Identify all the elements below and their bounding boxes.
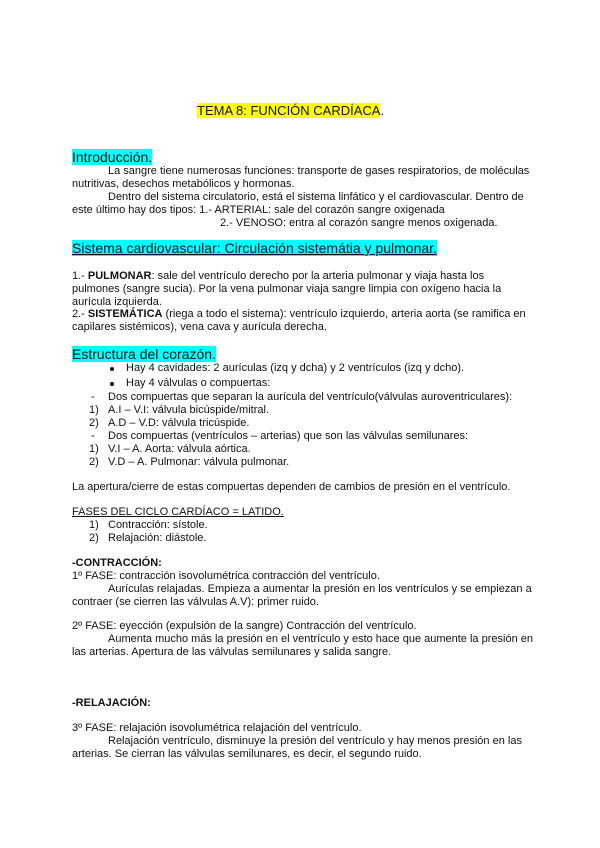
numbered-item-4: V.D – A. Pulmonar: válvula pulmonar. bbox=[108, 456, 290, 468]
page-title bbox=[197, 103, 384, 119]
p1-bold: PULMONAR bbox=[87, 270, 152, 282]
num-marker: 1) bbox=[89, 404, 99, 416]
section-heading-introduccion bbox=[72, 149, 152, 166]
dash-marker: - bbox=[91, 430, 95, 442]
fase1-line: 1º FASE: contracción isovolumétrica contracción del ventrículo. bbox=[72, 570, 380, 582]
bullet-item bbox=[110, 364, 114, 377]
sistema-p1 bbox=[72, 270, 534, 309]
num-marker: 2) bbox=[89, 417, 99, 429]
fase2-line: 2º FASE: eyección (expulsión de la sangre) Contracción del ventrículo. bbox=[72, 620, 417, 632]
intro-p3: 2.- VENOSO: entra al corazón sangre menos oxigenada. bbox=[220, 217, 498, 229]
estructura-paragraph: La apertura/cierre de estas compuertas dependen de cambios de presión en el ventrículo. bbox=[72, 481, 511, 493]
bullet-text-1: Hay 4 cavidades: 2 aurículas (izq y dcha) y 2 ventrículos (izq y dcho). bbox=[126, 362, 465, 374]
numbered-item-2: A.D – V.D: válvula tricúspide. bbox=[108, 417, 250, 429]
dash-marker: - bbox=[91, 391, 95, 403]
bullet-text-2: Hay 4 válvulas o compuertas: bbox=[126, 377, 271, 389]
heading-text: -CONTRACCIÓN: bbox=[72, 557, 162, 569]
dash-text-2: Dos compuertas (ventrículos – arterias) que son las válvulas semilunares: bbox=[108, 430, 469, 442]
title-text: TEMA 8: FUNCIÓN CARDÍACA bbox=[197, 103, 381, 118]
section-heading-sistema bbox=[72, 240, 437, 257]
numbered-item-1: A.I – V.I: válvula bicúspide/mitral. bbox=[108, 404, 270, 416]
num-marker: 2) bbox=[89, 532, 99, 544]
num-marker: 1) bbox=[89, 443, 99, 455]
p2-bold: SISTEMÁTICA bbox=[87, 308, 163, 320]
heading-text: Estructura del corazón. bbox=[72, 346, 216, 362]
bullet-dot-icon bbox=[110, 382, 114, 386]
relajacion-heading bbox=[72, 697, 151, 710]
fase-item-2: Relajación: diástole. bbox=[108, 532, 207, 544]
fase3-line: 3º FASE: relajación isovolumétrica relajación del ventrículo. bbox=[72, 722, 362, 734]
p2-rest: (riega a todo el sistema): ventrículo izquierdo, arteria aorta (se ramifica en capilares sistémicos), vena cava y aurícula derecha. bbox=[72, 308, 526, 333]
num-marker: 1) bbox=[89, 519, 99, 531]
title-period: . bbox=[380, 103, 385, 118]
numbered-item-3: V.I – A. Aorta: válvula aórtica. bbox=[108, 443, 251, 455]
fase3-text: Relajación ventrículo, disminuye la presión del ventrículo y hay menos presión en las arterias. Se cierran las válvulas semilunares, es decir, el segundo ruido. bbox=[72, 735, 522, 760]
intro-paragraph bbox=[72, 165, 534, 230]
num-marker: 2) bbox=[89, 456, 99, 468]
p1-rest: : sale del ventrículo derecho por la arteria pulmonar y viaja hasta los pulmones (sangre sucia). Por la vena pulmonar viaja sangre limpia con oxígeno hacia la aurícula izquierda. bbox=[72, 270, 502, 308]
dash-text-1: Dos compuertas que separan la aurícula del ventrículo(válvulas auroventriculares): bbox=[108, 391, 513, 403]
p1-number: 1.- bbox=[72, 270, 88, 282]
fases-heading: FASES DEL CICLO CARDÍACO = LATIDO. bbox=[72, 506, 284, 518]
intro-p1: La sangre tiene numerosas funciones: transporte de gases respiratorios, de moléculas nutritivas, desechos metabólicos y hormonas. bbox=[72, 165, 530, 190]
sistema-p2 bbox=[72, 308, 534, 334]
fase2-text: Aumenta mucho más la presión en el ventrículo y esto hace que aumente la presión en las arterias. Apertura de las válvulas semilunares y salida sangre. bbox=[72, 633, 533, 658]
intro-p2: Dentro del sistema circulatorio, está el sistema linfático y el cardiovascular. Dentro de este último hay dos tipos: 1.- ARTERIAL: sale del corazón sangre oxigenada bbox=[72, 191, 524, 216]
fase1-text: Aurículas relajadas. Empieza a aumentar la presión en los ventrículos y se empiezan a contraer (se cierren las válvulas A.V): primer ruido. bbox=[72, 583, 532, 608]
heading-text: Sistema cardiovascular: Circulación sistemátia y pulmonar. bbox=[72, 240, 437, 256]
contraccion-heading bbox=[72, 557, 162, 570]
heading-text: Introducción. bbox=[72, 149, 153, 165]
heading-text: -RELAJACIÓN: bbox=[72, 697, 151, 709]
fase-item-1: Contracción: sístole. bbox=[108, 519, 208, 531]
p2-number: 2.- bbox=[72, 308, 88, 320]
bullet-dot-icon bbox=[110, 367, 114, 371]
section-heading-estructura bbox=[72, 346, 216, 363]
